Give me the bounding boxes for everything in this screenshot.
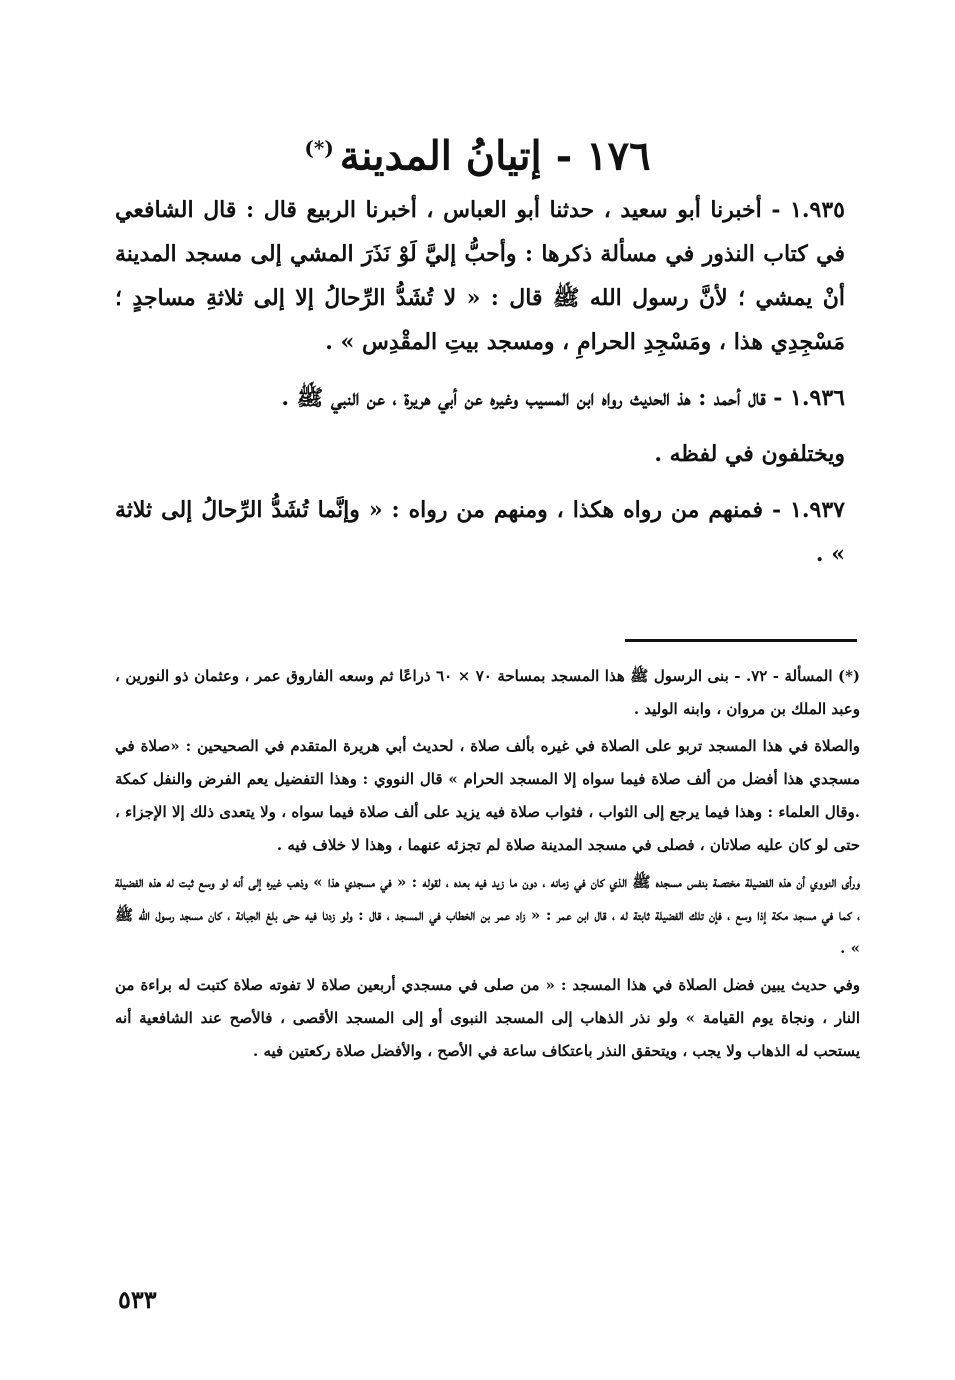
footnote-paragraph: ورأى النووي أن هذه الفضيلة مختصة بنفس مسجده ﷺ الذي كان في زمانه ، دون ما زيد فيه بعده ، لقوله : « في مسجدي هذا » وذهب غيره إلى أنه لو وسع ثبت له هذه الفضيلة ، كما في مسجد مكة إذا وسع ، فإن تلك الفضيلة ثابتة له ، قال ابن عمر : « زاد عمر بن الخطاب في المسجد ، قال : ولو زدنا فيه حتى بلغ الجبانة ، كان مسجد رسول الله ﷺ » .: [115, 873, 860, 957]
page-number: ٥٣٣: [118, 1285, 157, 1314]
footnote-paragraph: (*) المسألة - ٧٢. - بنى الرسول ﷺ هذا المسجد بمساحة ٧٠ × ٦٠ ذراعًا ثم وسعه الفاروق عمر ، وعثمان ذو النورين ، وعبد الملك بن مروان ، وابنه الوليد .: [115, 667, 861, 718]
chapter-title: ١٧٦ - إتيانُ المدينة: [339, 132, 651, 180]
main-paragraph-1935: ١.٩٣٥ - أخبرنا أبو سعيد ، حدثنا أبو العباس ، أخبرنا الربيع قال : قال الشافعي في كتاب النذور في مسألة ذكرها : وأحبُّ إليَّ لَوْ نَذَرَ المشي إلى مسجد المدينة أنْ يمشي ؛ لأنَّ رسول الله ﷺ قال : « لا تُشَدُّ الرِّحالُ إلا إلى ثلاثةِ مساجدٍ ؛ مَسْجِدِي هذا ، ومَسْجِدِ الحرامِ ، ومسجد بيتِ المقْدِس » .: [115, 197, 845, 355]
footnotes: [115, 660, 860, 1072]
footnote-paragraph: وفي حديث يبين فضل الصلاة في هذا المسجد : « من صلى في مسجدي أربعين صلاة لا تفوته صلاة كتبت له براءة من النار ، ونجاة يوم القيامة » ولو نذر الذهاب إلى المسجد النبوى أو إلى المسجد الأقصى ، فالأصح عند الشافعية أنه يستحب له الذهاب ولا يجب ، ويتحقق النذر باعتكاف ساعة في الأصح ، والأفضل صلاة ركعتين فيه .: [115, 976, 860, 1060]
chapter-heading: [0, 118, 955, 186]
main-paragraph-1936: ١.٩٣٦ - قال أحمد : هذ الحديث رواه ابن المسيب وغيره عن أبي هريرة ، عن النبي ﷺ .: [281, 385, 845, 411]
main-text: [115, 188, 845, 588]
footnote-marker: (*): [304, 136, 334, 160]
main-paragraph-1937: ١.٩٣٧ - فمنهم من رواه هكذا ، ومنهم من رواه : « وإنَّما تُشَدُّ الرِّحالُ إلى ثلاثة » .: [115, 497, 845, 567]
footnote-divider: [625, 639, 857, 642]
main-paragraph-variation: ويختلفون في لفظه .: [654, 441, 845, 467]
footnote-paragraph: والصلاة في هذا المسجد تربو على الصلاة في غيره بألف صلاة ، لحديث أبي هريرة المتقدم في الصحيحين : «صلاة في مسجدي هذا أفضل من ألف صلاة فيما سواه إلا المسجد الحرام » قال النووي : وهذا التفضيل يعم الفرض والنفل كمكة .وقال العلماء : وهذا فيما يرجع إلى الثواب ، فثواب صلاة فيه يزيد على ألف صلاة فيما سواه ، ولا يتعدى ذلك إلا الإجزاء ، حتى لو كان عليه صلاتان ، فصلى في مسجد المدينة صلاة لم تجزئه عنهما ، وهذا لا خلاف فيه .: [115, 737, 860, 854]
